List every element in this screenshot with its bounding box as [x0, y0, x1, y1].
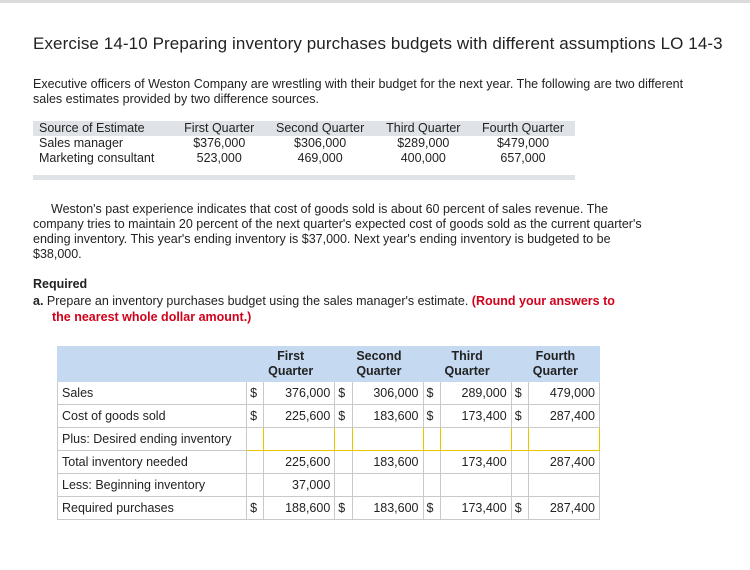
- budget-row-label: Less: Beginning inventory: [58, 474, 247, 497]
- budget-header-q3: [423, 347, 511, 382]
- currency-symbol: $: [511, 497, 528, 520]
- currency-symbol: $: [247, 497, 264, 520]
- answer-value-cell[interactable]: 183,600: [352, 497, 423, 520]
- currency-symbol: [247, 474, 264, 497]
- estimates-row-marketing-consultant: [33, 151, 575, 166]
- currency-symbol: [335, 451, 352, 474]
- answer-value-cell[interactable]: 173,400: [440, 451, 511, 474]
- header-line-2: Quarter: [268, 364, 314, 378]
- currency-symbol: [511, 428, 528, 451]
- est-source: Marketing consultant: [39, 151, 155, 165]
- header-line-2: Quarter: [444, 364, 490, 378]
- est-value: $376,000: [193, 136, 246, 150]
- sales-estimates-table: [33, 121, 575, 166]
- answer-value-cell[interactable]: 479,000: [529, 382, 600, 405]
- currency-symbol: [511, 451, 528, 474]
- est-value: $479,000: [496, 136, 550, 150]
- est-value: $306,000: [294, 136, 347, 150]
- requirement-a-label: a.: [33, 294, 44, 308]
- est-header-q4: Fourth Quarter: [482, 121, 564, 135]
- est-value: 400,000: [400, 151, 446, 165]
- budget-row-sales: [58, 382, 600, 405]
- currency-symbol: $: [247, 405, 264, 428]
- intro-text: Executive officers of Weston Company are wrestling with their budget for the next year. The following are two different sales estimates provided by two difference sources.: [33, 77, 684, 106]
- answer-value-cell[interactable]: 173,400: [440, 405, 511, 428]
- currency-symbol: [335, 474, 352, 497]
- currency-symbol: $: [335, 405, 352, 428]
- currency-symbol: [511, 474, 528, 497]
- currency-symbol: [247, 428, 264, 451]
- answer-input-cell[interactable]: [264, 428, 335, 451]
- answer-value-cell[interactable]: 183,600: [352, 451, 423, 474]
- inventory-purchases-budget-table: [57, 346, 600, 520]
- budget-row-label: Required purchases: [58, 497, 247, 520]
- est-header-q1: First Quarter: [184, 121, 255, 135]
- top-divider: [0, 0, 750, 3]
- est-source: Sales manager: [39, 136, 124, 150]
- answer-value-cell[interactable]: 173,400: [440, 497, 511, 520]
- currency-symbol: $: [335, 382, 352, 405]
- page-title: Exercise 14-10 Preparing inventory purchases budgets with different assumptions LO 14-3: [33, 34, 723, 53]
- budget-row-label: Cost of goods sold: [58, 405, 247, 428]
- rounding-note-line2: the nearest whole dollar amount.): [52, 310, 252, 324]
- budget-row-total-inventory-needed: [58, 451, 600, 474]
- budget-row-required-purchases: [58, 497, 600, 520]
- est-value: 523,000: [196, 151, 242, 165]
- answer-input-cell[interactable]: [529, 474, 600, 497]
- answer-input-cell[interactable]: [352, 474, 423, 497]
- header-line-1: First: [277, 349, 305, 363]
- currency-symbol: $: [423, 497, 440, 520]
- required-heading: Required: [33, 277, 88, 291]
- answer-value-cell[interactable]: 225,600: [264, 451, 335, 474]
- answer-value-cell[interactable]: 183,600: [352, 405, 423, 428]
- currency-symbol: [335, 428, 352, 451]
- answer-value-cell[interactable]: 287,400: [529, 451, 600, 474]
- rounding-note: (Round your answers to: [471, 294, 615, 308]
- budget-header-q4: [511, 347, 599, 382]
- currency-symbol: $: [511, 405, 528, 428]
- est-value: 657,000: [500, 151, 546, 165]
- budget-row-plus-desired-ending-inventory: [58, 428, 600, 451]
- answer-value-cell[interactable]: 289,000: [440, 382, 511, 405]
- problem-paragraph: Weston's past experience indicates that cost of goods sold is about 60 percent of sales revenue. The company tries to maintain 20 percent of the next quarter's expected cost of goods sold as the current quarter's ending inventory. This year's ending inventory is $37,000. Next year's ending inventory is budgeted to be $38,000.: [33, 202, 642, 261]
- budget-header-q2: [335, 347, 423, 382]
- est-header-q3: Third Quarter: [386, 121, 461, 135]
- budget-header-row: [58, 347, 600, 382]
- answer-value-cell[interactable]: 287,400: [529, 405, 600, 428]
- answer-input-cell[interactable]: [529, 428, 600, 451]
- header-line-1: Third: [451, 349, 483, 363]
- budget-row-less-beginning-inventory: [58, 474, 600, 497]
- header-line-2: Quarter: [356, 364, 402, 378]
- currency-symbol: [423, 428, 440, 451]
- estimates-row-sales-manager: [33, 136, 575, 151]
- requirement-a-text: Prepare an inventory purchases budget using the sales manager's estimate.: [46, 294, 469, 308]
- budget-header-blank: [58, 347, 247, 382]
- currency-symbol: $: [511, 382, 528, 405]
- header-line-1: Fourth: [535, 349, 576, 363]
- header-line-2: Quarter: [532, 364, 578, 378]
- currency-symbol: $: [335, 497, 352, 520]
- budget-row-label: Total inventory needed: [58, 451, 247, 474]
- currency-symbol: [247, 451, 264, 474]
- answer-value-cell[interactable]: 37,000: [264, 474, 335, 497]
- currency-symbol: $: [423, 382, 440, 405]
- estimates-header-row: [33, 121, 575, 136]
- answer-input-cell[interactable]: [440, 428, 511, 451]
- currency-symbol: $: [247, 382, 264, 405]
- currency-symbol: [423, 474, 440, 497]
- answer-value-cell[interactable]: 225,600: [264, 405, 335, 428]
- answer-value-cell[interactable]: 287,400: [529, 497, 600, 520]
- answer-value-cell[interactable]: 188,600: [264, 497, 335, 520]
- est-value: $289,000: [397, 136, 450, 150]
- est-header-source: Source of Estimate: [39, 121, 145, 135]
- budget-row-cost-of-goods-sold: [58, 405, 600, 428]
- est-header-q2: Second Quarter: [275, 121, 365, 135]
- budget-row-label: Sales: [58, 382, 247, 405]
- estimates-table-footer-bar: [33, 175, 575, 180]
- est-value: 469,000: [297, 151, 343, 165]
- budget-header-q1: [247, 347, 335, 382]
- answer-value-cell[interactable]: 376,000: [264, 382, 335, 405]
- currency-symbol: [423, 451, 440, 474]
- answer-input-cell[interactable]: [352, 428, 423, 451]
- budget-row-label: Plus: Desired ending inventory: [58, 428, 247, 451]
- answer-value-cell[interactable]: 306,000: [352, 382, 423, 405]
- answer-input-cell[interactable]: [440, 474, 511, 497]
- currency-symbol: $: [423, 405, 440, 428]
- header-line-1: Second: [356, 349, 402, 363]
- requirement-a: [33, 293, 673, 325]
